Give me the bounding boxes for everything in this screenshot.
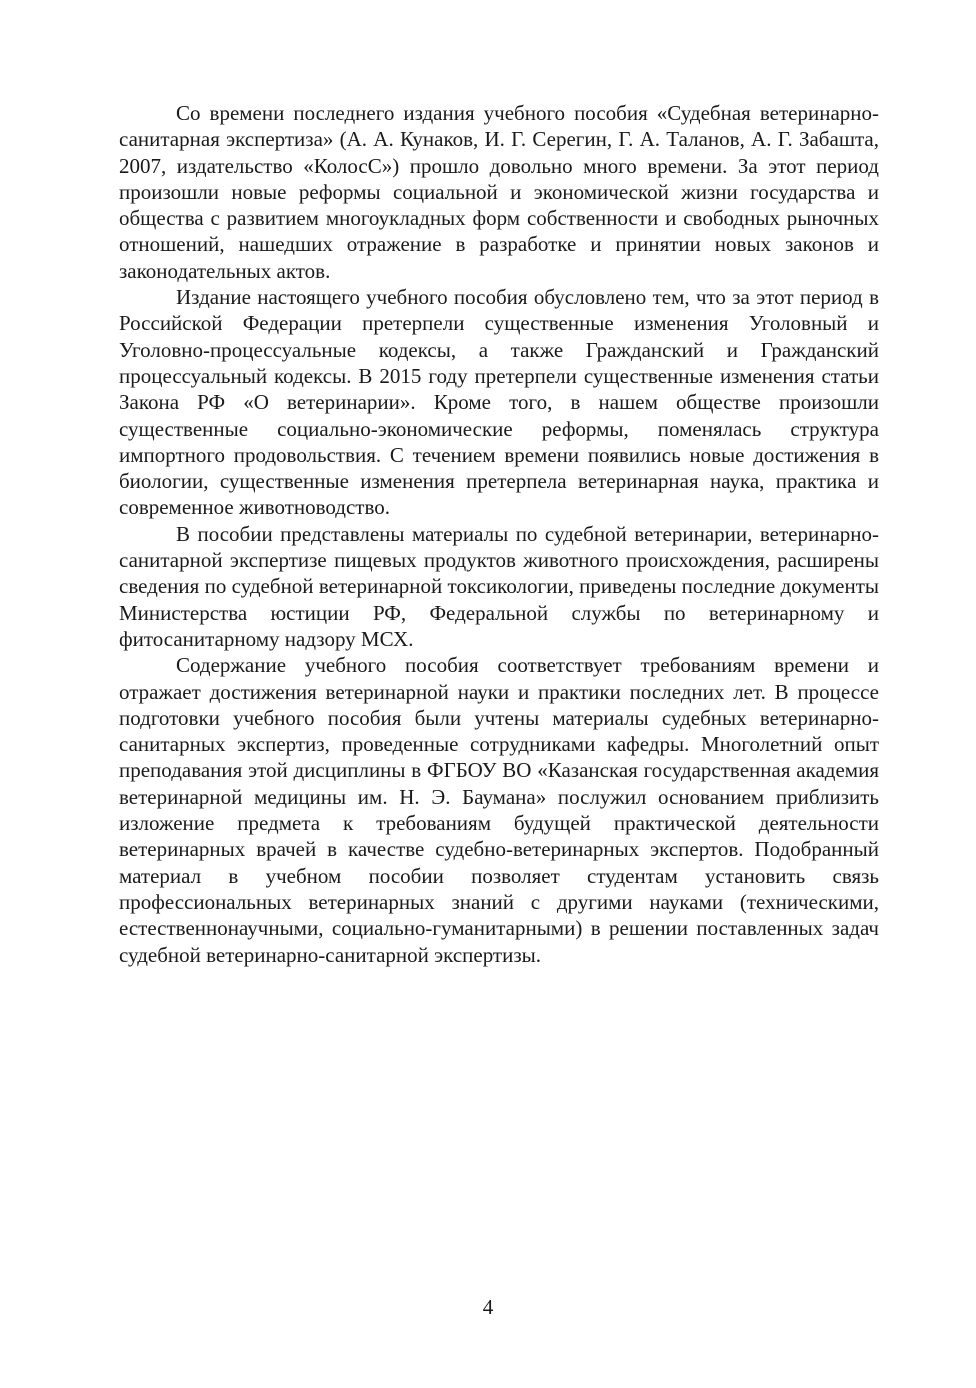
paragraph-2: Издание настоящего учебного пособия обусловлено тем, что за этот период в Российской Федерации претерпели существенные изменения Уголовный и Уголовно-процессуальные кодексы, а также Гражданский и Гражданский процессуальный кодексы. В 2015 году претерпели существенные изменения статьи Закона РФ «О ветеринарии». Кроме того, в нашем обществе произошли существенные социально-экономические реформы, поменялась структура импортного продовольствия. С течением времени появились новые достижения в биологии, существенные изменения претерпела ветеринарная наука, практика и современное животноводство. <box>119 285 879 520</box>
paragraph-4: Содержание учебного пособия соответствует требованиям времени и отражает достижения ветеринарной науки и практики последних лет. В процессе подготовки учебного пособия были учтены материалы судебных ветеринарно-санитарных экспертиз, проведенные сотрудниками кафедры. Многолетний опыт преподавания этой дисциплины в ФГБОУ ВО «Казанская государственная академия ветеринарной медицины им. Н. Э. Баумана» послужил основанием приблизить изложение предмета к требованиям будущей практической деятельности ветеринарных врачей в качестве судебно-ветеринарных экспертов. Подобранный материал в учебном пособии позволяет студентам установить связь профессиональных ветеринарных знаний с другими науками (техническими, естественнонаучными, социально-гуманитарными) в решении поставленных задач судебной ветеринарно-санитарной экспертизы. <box>119 653 879 967</box>
body-text <box>119 100 879 968</box>
paragraph-1: Со времени последнего издания учебного пособия «Судебная ветеринарно-санитарная экспертиза» (А. А. Кунаков, И. Г. Серегин, Г. А. Таланов, А. Г. Забашта, 2007, издательство «КолосС») прошло довольно много времени. За этот период произошли новые реформы социальной и экономической жизни государства и общества с развитием многоукладных форм собственности и свободных рыночных отношений, нашедших отражение в разработке и принятии новых законов и законодательных актов. <box>119 101 879 283</box>
page-number: 4 <box>482 1295 494 1319</box>
paragraph-3: В пособии представлены материалы по судебной ветеринарии, ветеринарно-санитарной экспертизе пищевых продуктов животного происхождения, расширены сведения по судебной ветеринарной токсикологии, приведены последние документы Министерства юстиции РФ, Федеральной службы по ветеринарному и фитосанитарному надзору МСХ. <box>119 521 879 651</box>
